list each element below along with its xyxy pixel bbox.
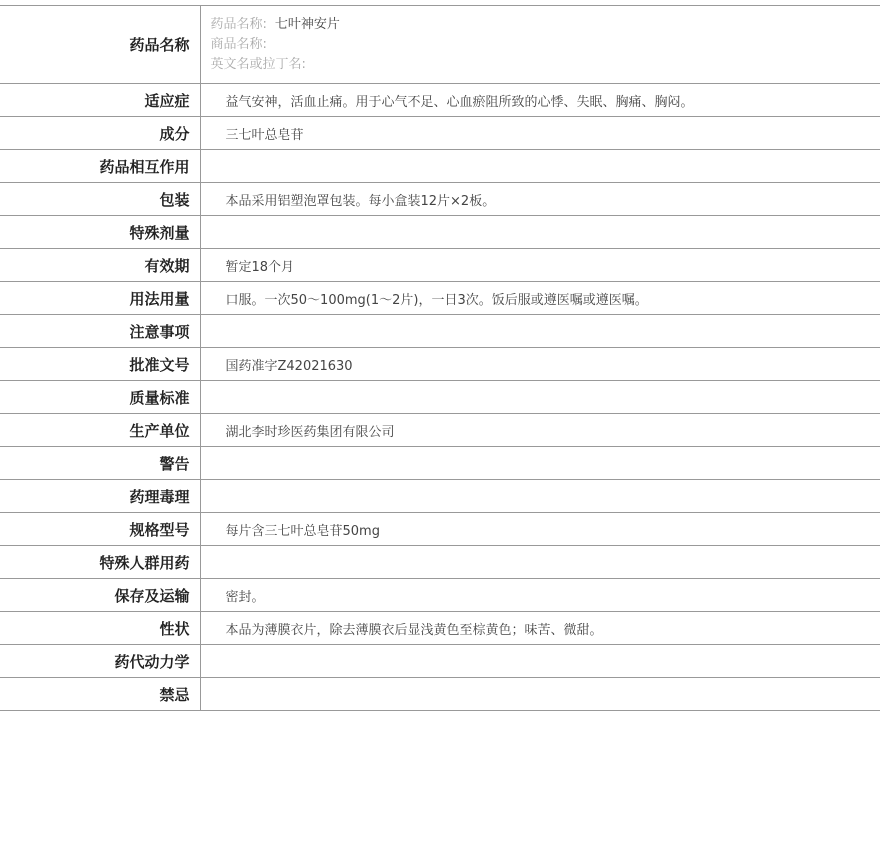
row-value (200, 216, 880, 249)
row-value (200, 546, 880, 579)
row-label: 特殊剂量 (0, 216, 200, 249)
row-value (200, 645, 880, 678)
row-label: 禁忌 (0, 678, 200, 711)
row-value (200, 150, 880, 183)
table-row (0, 612, 880, 645)
table-row-drug-name (0, 6, 880, 84)
row-value (200, 381, 880, 414)
table-row (0, 150, 880, 183)
row-label: 成分 (0, 117, 200, 150)
generic-name-line (211, 15, 880, 35)
table-row (0, 315, 880, 348)
row-label: 有效期 (0, 249, 200, 282)
row-value: 本品采用铝塑泡罩包装。每小盒装12片×2板。 (200, 183, 880, 216)
row-label: 药代动力学 (0, 645, 200, 678)
row-value: 密封。 (200, 579, 880, 612)
table-row (0, 480, 880, 513)
table-row (0, 579, 880, 612)
table-row (0, 546, 880, 579)
row-value (200, 678, 880, 711)
row-label: 规格型号 (0, 513, 200, 546)
row-label: 生产单位 (0, 414, 200, 447)
row-value (200, 315, 880, 348)
row-value: 每片含三七叶总皂苷50mg (200, 513, 880, 546)
row-label: 适应症 (0, 84, 200, 117)
table-row (0, 117, 880, 150)
table-row (0, 414, 880, 447)
row-label: 包装 (0, 183, 200, 216)
table-row (0, 282, 880, 315)
english-name-line (211, 55, 880, 75)
row-value (200, 447, 880, 480)
row-label: 药品相互作用 (0, 150, 200, 183)
row-value: 三七叶总皂苷 (200, 117, 880, 150)
name-cell (200, 6, 880, 84)
table-row (0, 513, 880, 546)
row-label: 保存及运输 (0, 579, 200, 612)
english-name-key: 英文名或拉丁名: (210, 56, 306, 72)
table-row (0, 183, 880, 216)
row-label: 药品名称 (0, 6, 200, 84)
row-value: 益气安神，活血止痛。用于心气不足、心血瘀阻所致的心悸、失眠、胸痛、胸闷。 (200, 84, 880, 117)
row-label: 批准文号 (0, 348, 200, 381)
row-value: 国药准字Z42021630 (200, 348, 880, 381)
row-value: 本品为薄膜衣片，除去薄膜衣后显浅黄色至棕黄色；味苦、微甜。 (200, 612, 880, 645)
row-label: 用法用量 (0, 282, 200, 315)
row-label: 特殊人群用药 (0, 546, 200, 579)
table-row (0, 216, 880, 249)
row-label: 注意事项 (0, 315, 200, 348)
row-value: 暂定18个月 (200, 249, 880, 282)
table-row (0, 678, 880, 711)
trade-name-line (211, 35, 880, 55)
row-label: 警告 (0, 447, 200, 480)
table-row (0, 84, 880, 117)
table-row (0, 447, 880, 480)
row-label: 性状 (0, 612, 200, 645)
drug-info-table-body (0, 6, 880, 711)
trade-name-key: 商品名称: (210, 36, 267, 52)
row-value: 湖北李时珍医药集团有限公司 (200, 414, 880, 447)
generic-name-key: 药品名称: (210, 16, 267, 32)
table-row (0, 645, 880, 678)
row-label: 质量标准 (0, 381, 200, 414)
generic-name-value: 七叶神安片 (274, 16, 340, 32)
row-value (200, 480, 880, 513)
table-row (0, 249, 880, 282)
row-value: 口服。一次50～100mg(1～2片)，一日3次。饭后服或遵医嘱或遵医嘱。 (200, 282, 880, 315)
table-row (0, 348, 880, 381)
row-label: 药理毒理 (0, 480, 200, 513)
table-row (0, 381, 880, 414)
drug-info-table (0, 5, 880, 711)
name-lines (201, 15, 880, 75)
